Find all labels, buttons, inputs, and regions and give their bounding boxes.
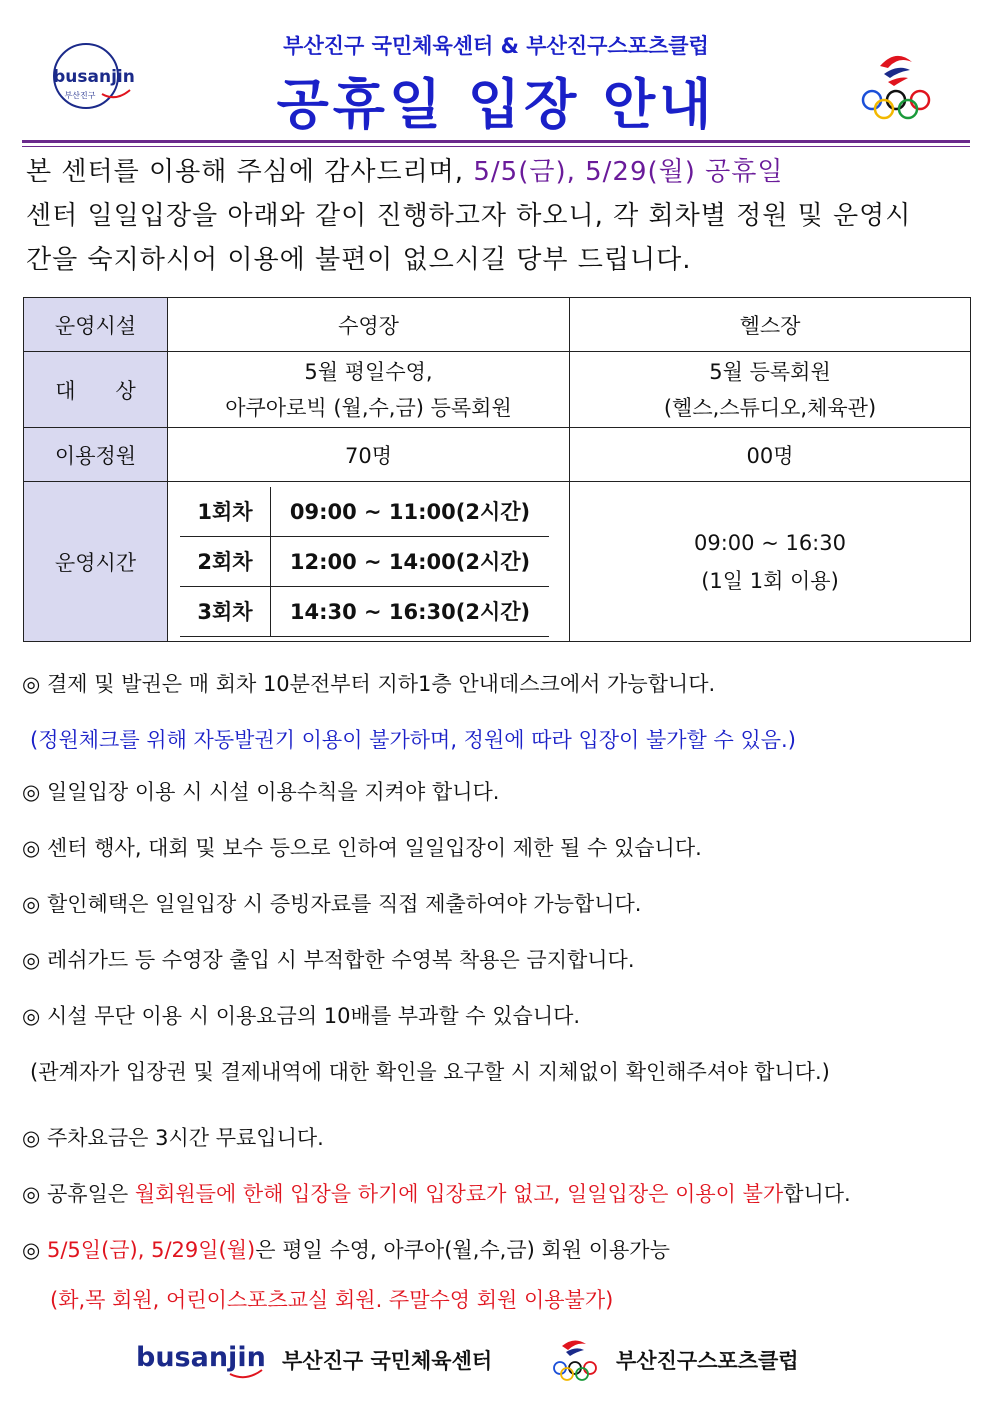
footer (130, 1338, 890, 1384)
table-row-hours (24, 482, 971, 642)
target-label: 대 상 (24, 352, 168, 428)
table-row-capacity (24, 428, 971, 482)
note-dates-sub: (화,목 회원, 어린이스포츠교실 회원. 주말수영 회원 이용불가) (50, 1288, 614, 1312)
header-gym: 헬스장 (570, 298, 971, 352)
note-rules: ◎ 일일입장 이용 시 시설 이용수칙을 지켜야 합니다. (22, 780, 500, 804)
session-row (180, 536, 549, 586)
footer-olympic-emblem-icon (554, 1340, 596, 1380)
footer-club-name: 부산진구스포츠클럽 (616, 1349, 799, 1373)
note-penalty: ◎ 시설 무단 이용 시 이용요금의 10배를 부과할 수 있습니다. (22, 1004, 581, 1028)
note-holiday-prefix: ◎ 공휴일은 (22, 1182, 135, 1206)
holiday-dates: 5/5(금), 5/29(월) 공휴일 (473, 157, 784, 187)
note-dates-highlight: 5/5일(금), 5/29일(월) (47, 1238, 256, 1262)
table-row-target (24, 352, 971, 428)
session-name: 2회차 (180, 536, 271, 586)
gym-capacity: 00명 (570, 428, 971, 482)
capacity-label: 이용정원 (24, 428, 168, 482)
session-time: 14:30 ~ 16:30(2시간) (271, 586, 550, 636)
note-restriction: ◎ 센터 행사, 대회 및 보수 등으로 인하여 일일입장이 제한 될 수 있습니다. (22, 836, 702, 860)
session-row (180, 487, 549, 537)
gym-hours (570, 482, 971, 642)
note-holiday-highlight: 월회원들에 한해 입장을 하기에 입장료가 없고, 일일입장은 이용이 불가 (134, 1182, 784, 1206)
logo-subtext: 부산진구 (64, 91, 96, 100)
header-divider (22, 140, 970, 143)
session-name: 3회차 (180, 586, 271, 636)
pool-target (168, 352, 570, 428)
pool-capacity: 70명 (168, 428, 570, 482)
intro-line-3: 간을 숙지하시어 이용에 불편이 없으시길 당부 드립니다. (26, 245, 692, 275)
header-divider-thin (22, 146, 970, 147)
note-payment: ◎ 결제 및 발권은 매 회차 10분전부터 지하1층 안내데스크에서 가능합니다. (22, 672, 716, 696)
note-payment-sub: (정원체크를 위해 자동발권기 이용이 불가하며, 정원에 따라 입장이 불가할 수 있음.) (30, 728, 796, 752)
header-facility: 운영시설 (24, 298, 168, 352)
olympic-emblem-icon (858, 48, 934, 120)
schedule-table (23, 297, 971, 642)
note-dates-suffix: 은 평일 수영, 아쿠아(월,수,금) 회원 이용가능 (255, 1238, 670, 1262)
footer-center-name: 부산진구 국민체육센터 (282, 1349, 493, 1373)
intro-paragraph (26, 150, 970, 282)
intro-text: 본 센터를 이용해 주심에 감사드리며, (26, 157, 474, 187)
note-swimwear: ◎ 레쉬가드 등 수영장 출입 시 부적합한 수영복 착용은 금지합니다. (22, 948, 635, 972)
gym-target-line-1: 5월 등록회원 (709, 359, 831, 384)
intro-line-1 (26, 150, 970, 194)
header-subtitle: 부산진구 국민체육센터 & 부산진구스포츠클럽 (283, 34, 709, 58)
note-penalty-sub: (관계자가 입장권 및 결제내역에 대한 확인을 요구할 시 지체없이 확인해주셔야 합니다.) (30, 1060, 830, 1084)
session-time: 09:00 ~ 11:00(2시간) (271, 487, 550, 537)
gym-hours-time: 09:00 ~ 16:30 (694, 530, 846, 555)
gym-target-line-2: (헬스,스튜디오,체육관) (663, 395, 877, 420)
logo-wordmark: busanjin (53, 67, 135, 87)
session-row (180, 586, 549, 636)
session-table (180, 487, 549, 637)
session-name: 1회차 (180, 487, 271, 537)
pool-sessions (168, 482, 570, 642)
page-title: 공휴일 입장 안내 (276, 73, 716, 136)
note-discount: ◎ 할인혜택은 일일입장 시 증빙자료를 직접 제출하여야 가능합니다. (22, 892, 642, 916)
intro-line-2: 센터 일일입장을 아래와 같이 진행하고자 하오니, 각 회차별 정원 및 운영시 (26, 201, 912, 231)
note-parking: ◎ 주차요금은 3시간 무료입니다. (22, 1126, 324, 1150)
header-pool: 수영장 (168, 298, 570, 352)
session-time: 12:00 ~ 14:00(2시간) (271, 536, 550, 586)
gym-hours-note: (1일 1회 이용) (701, 568, 839, 593)
footer-logo-wordmark: busanjin (136, 1342, 266, 1373)
gym-target (570, 352, 971, 428)
note-holiday (22, 1178, 851, 1208)
note-dates (22, 1234, 670, 1264)
pool-target-line-1: 5월 평일수영, (304, 359, 433, 384)
hours-label: 운영시간 (24, 482, 168, 642)
note-holiday-suffix: 합니다. (783, 1182, 851, 1206)
table-header-row (24, 298, 971, 352)
pool-target-line-2: 아쿠아로빅 (월,수,금) 등록회원 (225, 395, 512, 420)
note-dates-prefix: ◎ (22, 1238, 47, 1262)
